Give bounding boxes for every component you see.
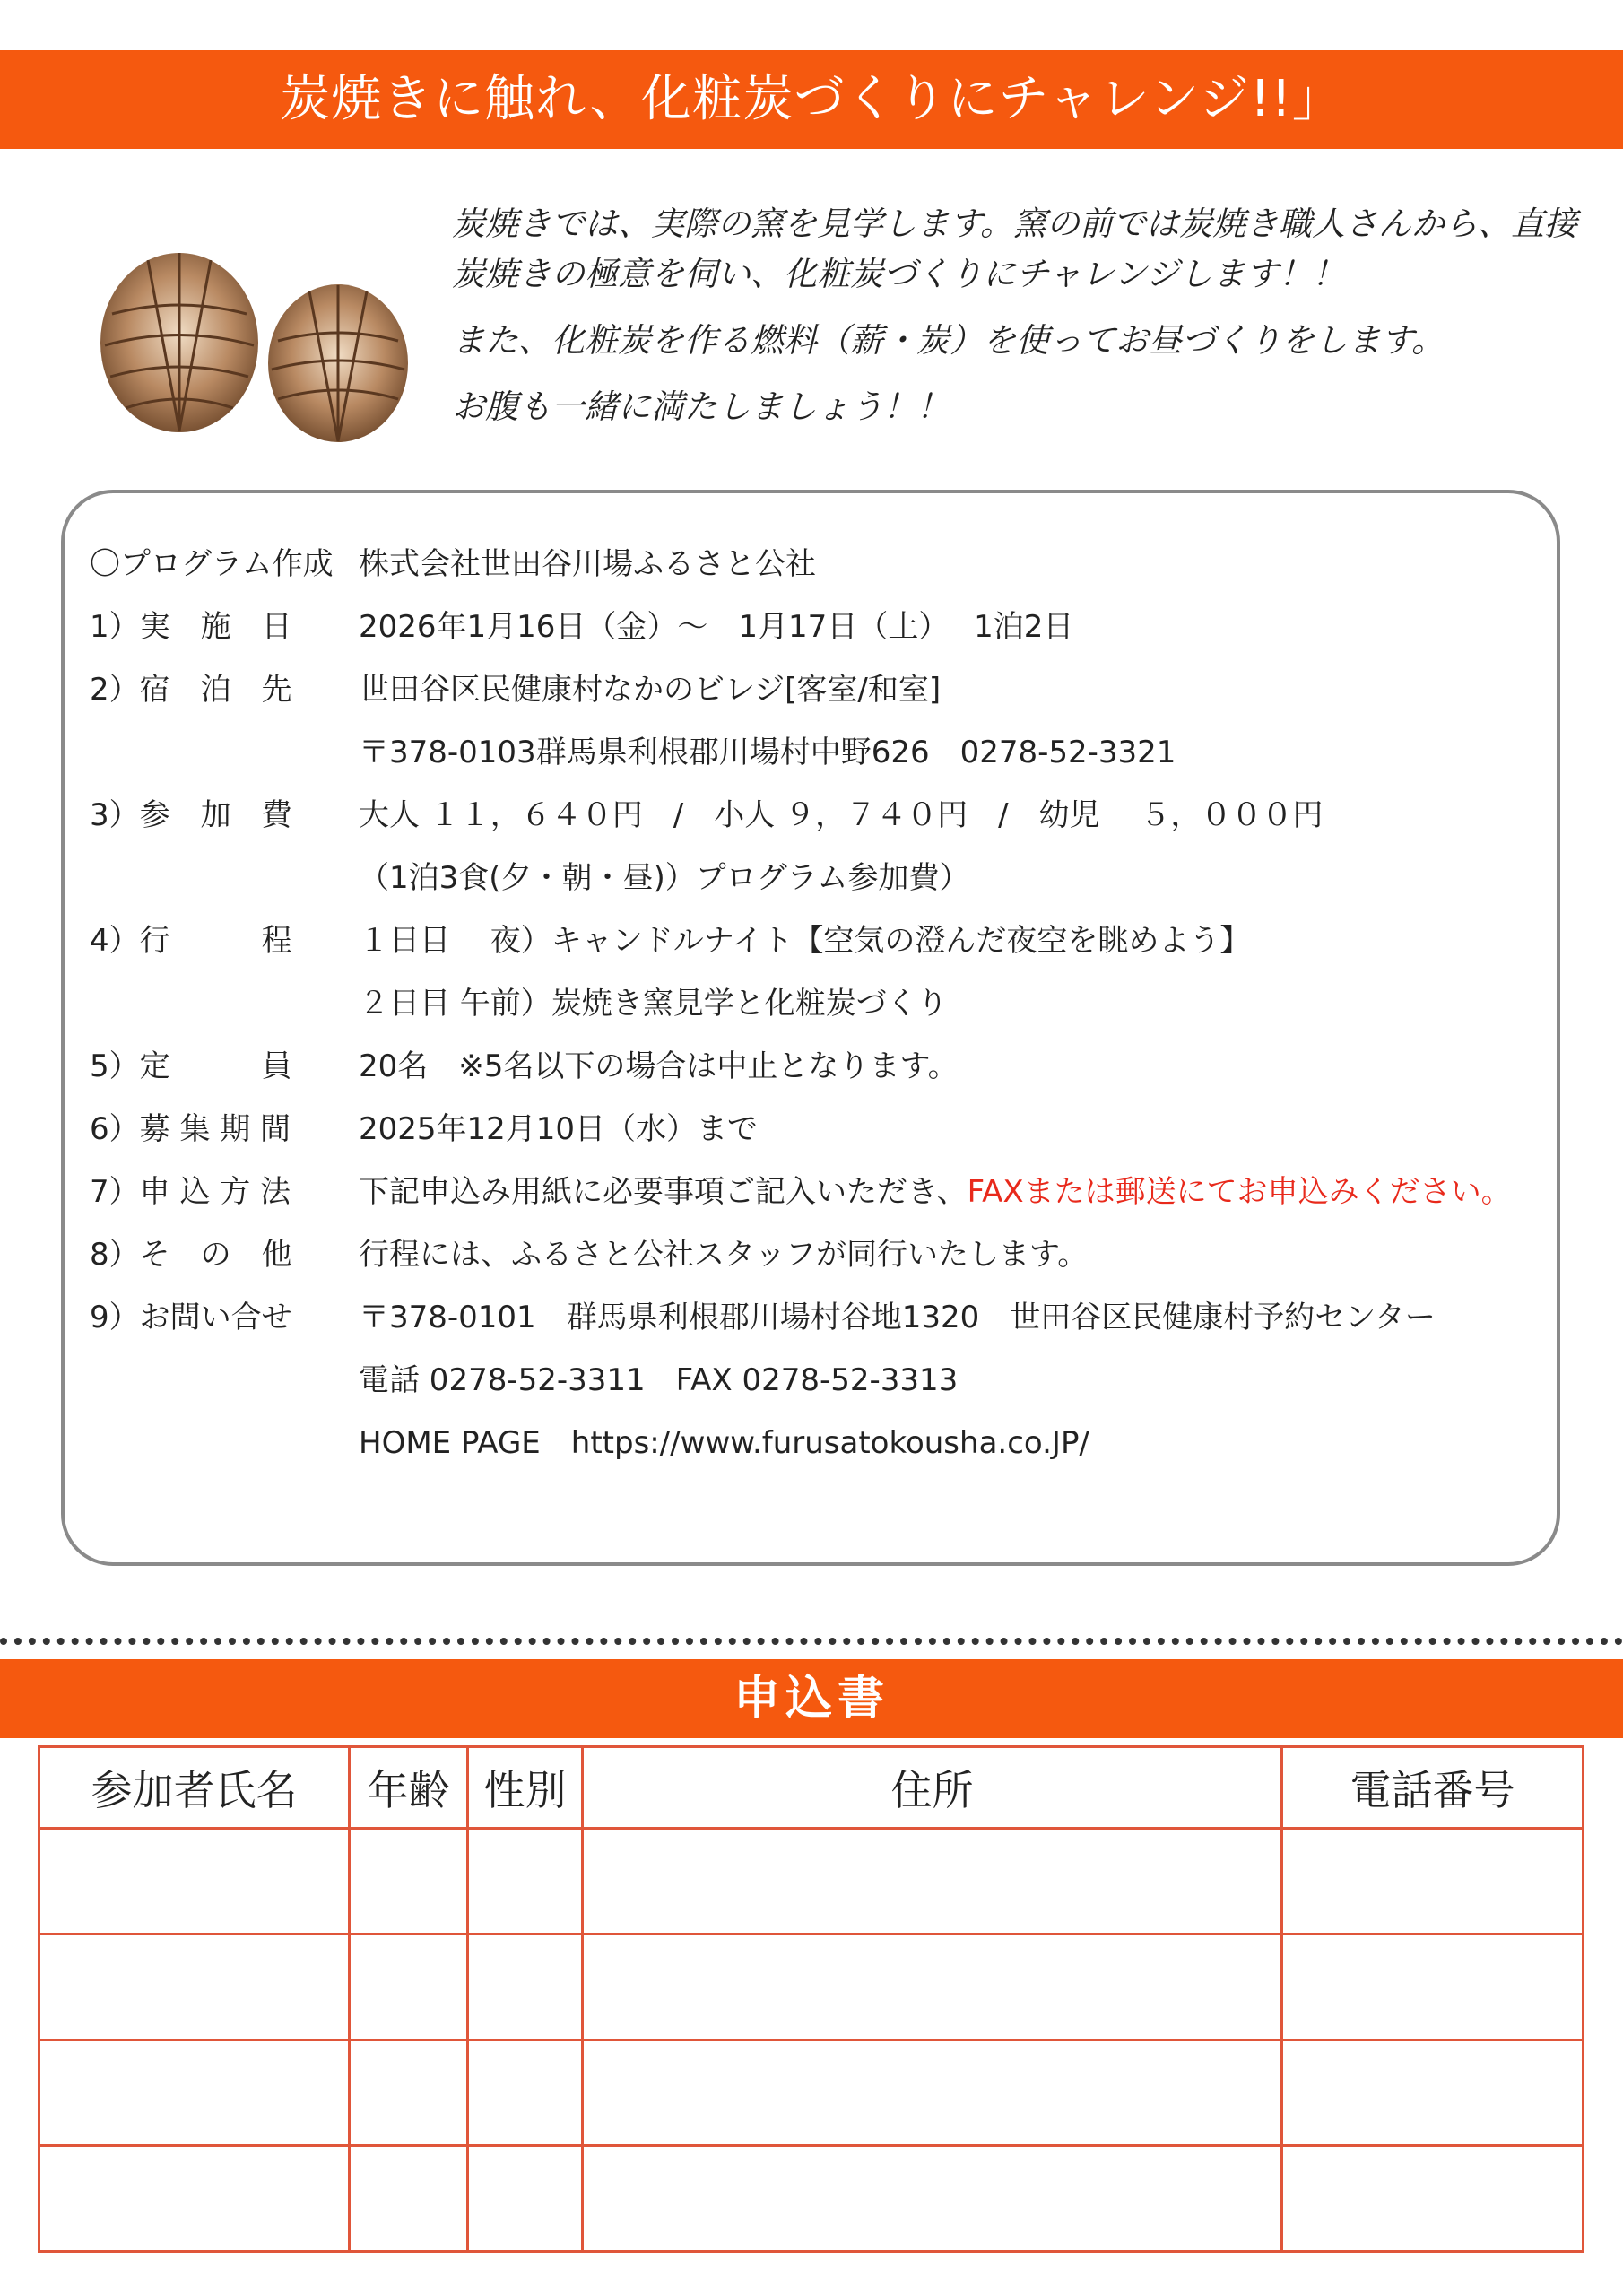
- age-cell[interactable]: [350, 2040, 468, 2146]
- phone-cell[interactable]: [1282, 1935, 1584, 2040]
- contact-row: 9）お問い合せ 〒378-0101 群馬県利根郡川場村谷地1320 世田谷区民健康村予約センター: [90, 1300, 1436, 1335]
- gender-cell[interactable]: [468, 1935, 583, 2040]
- form-title: 申込書: [733, 1672, 890, 1726]
- table-row: [39, 2040, 1584, 2146]
- itinerary-day2: ２日目 午前）炭焼き窯見学と化粧炭づくり: [359, 986, 948, 1022]
- intro-line: お腹も一緒に満たしましょう！！: [452, 387, 950, 426]
- table-row: [39, 1935, 1584, 2040]
- title-banner: [0, 50, 1623, 149]
- name-cell[interactable]: [39, 2146, 350, 2252]
- apply-row: 7）申 込 方 法 下記申込み用紙に必要事項ご記入いただき、FAXまたは郵送にてお申込みください。: [90, 1174, 1512, 1210]
- pinecone-illustration: [94, 242, 417, 448]
- form-banner: [0, 1659, 1623, 1738]
- page-title: 炭焼きに触れ、化粧炭づくりにチャレンジ!!」: [280, 70, 1343, 128]
- gender-cell[interactable]: [468, 1829, 583, 1935]
- contact-phone: 電話 0278-52-3311 FAX 0278-52-3313: [359, 1362, 959, 1398]
- lodging-address: 〒378-0103群馬県利根郡川場村中野626 0278-52-3321: [359, 735, 1176, 770]
- header-gender: 性別: [468, 1747, 583, 1829]
- fee-note: （1泊3食(夕・朝・昼)）プログラム参加費）: [359, 860, 970, 896]
- address-cell[interactable]: [583, 1935, 1282, 2040]
- age-cell[interactable]: [350, 1829, 468, 1935]
- intro-line: 炭焼きでは、実際の窯を見学します。窯の前では炭焼き職人さんから、直接: [452, 204, 1578, 243]
- phone-cell[interactable]: [1282, 1829, 1584, 1935]
- program-info-box: [61, 490, 1560, 1566]
- intro-text: [452, 199, 1609, 432]
- header-phone: 電話番号: [1282, 1747, 1584, 1829]
- apply-method-highlight: FAXまたは郵送にてお申込みください。: [967, 1174, 1512, 1210]
- intro-line: 炭焼きの極意を伺い、化粧炭づくりにチャレンジします！！: [452, 255, 1346, 293]
- date-row: 1）実 施 日 2026年1月16日（金）～ 1月17日（土） 1泊2日: [90, 609, 1074, 645]
- period-row: 6）募 集 期 間 2025年12月10日（水）まで: [90, 1111, 759, 1147]
- fee-row: 3）参 加 費 大人 １１，６４０円 / 小人 ９，７４０円 / 幼児 ５，０００円: [90, 797, 1324, 833]
- capacity-row: 5）定 員 20名 ※5名以下の場合は中止となります。: [90, 1048, 959, 1084]
- pinecone-left-icon: [100, 253, 258, 432]
- program-row: 〇プログラム作成 株式会社世田谷川場ふるさと公社: [90, 546, 816, 582]
- pinecone-right-icon: [268, 284, 408, 442]
- age-cell[interactable]: [350, 1935, 468, 2040]
- lodging-row: 2）宿 泊 先 世田谷区民健康村なかのビレジ[客室/和室]: [90, 672, 942, 708]
- homepage-link[interactable]: HOME PAGE https://www.furusatokousha.co.JP/: [359, 1425, 1089, 1461]
- cut-line: [0, 1638, 1623, 1645]
- address-cell[interactable]: [583, 2146, 1282, 2252]
- name-cell[interactable]: [39, 1935, 350, 2040]
- other-row: 8）そ の 他 行程には、ふるさと公社スタッフが同行いたします。: [90, 1237, 1089, 1273]
- age-cell[interactable]: [350, 2146, 468, 2252]
- header-address: 住所: [583, 1747, 1282, 1829]
- intro-line: また、化粧炭を作る燃料（薪・炭）を使ってお昼づくりをします。: [452, 321, 1445, 360]
- header-name: 参加者氏名: [39, 1747, 350, 1829]
- name-cell[interactable]: [39, 1829, 350, 1935]
- table-row: [39, 2146, 1584, 2252]
- table-header-row: [39, 1747, 1584, 1829]
- itinerary-row: 4）行 程 １日目 夜）キャンドルナイト【空気の澄んだ夜空を眺めよう】: [90, 923, 1251, 959]
- address-cell[interactable]: [583, 2040, 1282, 2146]
- header-age: 年齢: [350, 1747, 468, 1829]
- gender-cell[interactable]: [468, 2040, 583, 2146]
- address-cell[interactable]: [583, 1829, 1282, 1935]
- application-form-table: [38, 1745, 1584, 2253]
- gender-cell[interactable]: [468, 2146, 583, 2252]
- table-row: [39, 1829, 1584, 1935]
- name-cell[interactable]: [39, 2040, 350, 2146]
- phone-cell[interactable]: [1282, 2146, 1584, 2252]
- phone-cell[interactable]: [1282, 2040, 1584, 2146]
